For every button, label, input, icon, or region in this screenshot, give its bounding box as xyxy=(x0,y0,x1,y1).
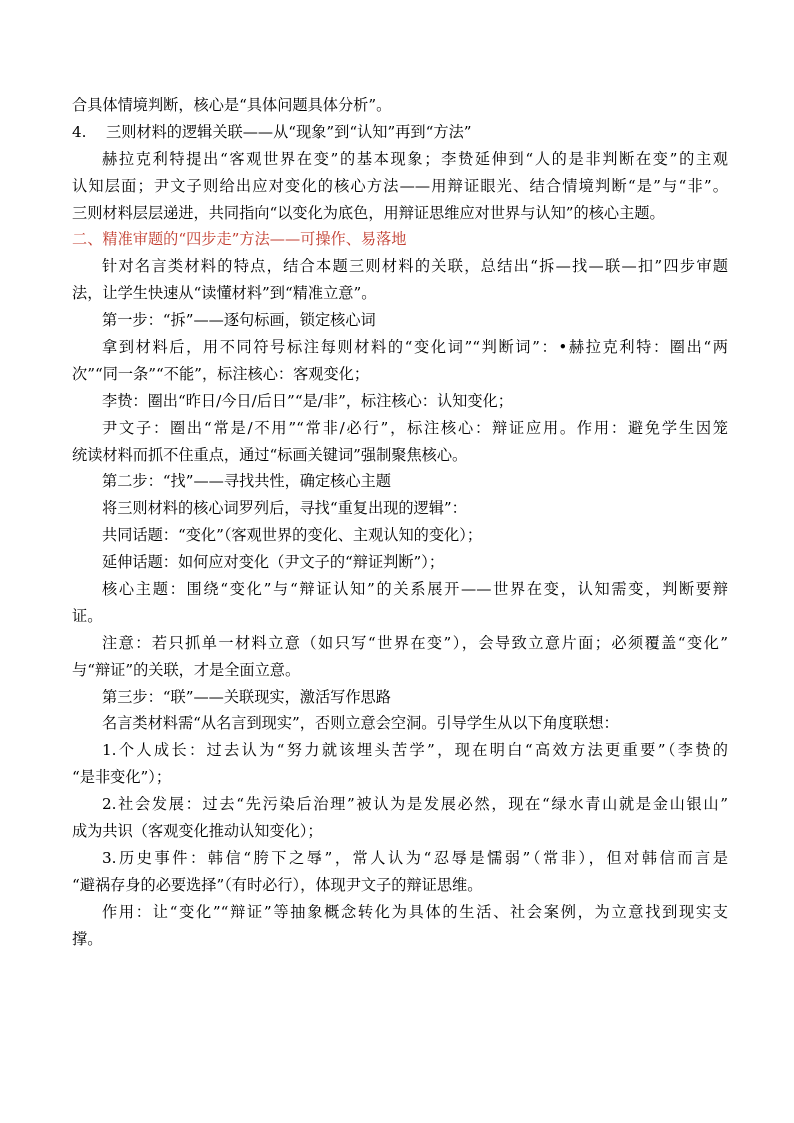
step-heading: 第二步：“找”——寻找共性，确定核心主题 xyxy=(102,472,391,491)
text-line: 延伸话题：如何应对变化（尹文子的“辩证判断”）； xyxy=(102,553,445,572)
text-line: 尹文子：圈出“常是/不用”“常非/必行”，标注核心：辩证应用。作用：避免学生因笼 xyxy=(102,418,728,437)
text-line: 与“辩证”的关联，才是全面立意。 xyxy=(72,660,301,679)
text-line: 3.历史事件：韩信“胯下之辱”，常人认为“忍辱是懦弱”（常非），但对韩信而言是 xyxy=(102,848,728,867)
step-heading: 第一步：“拆”——逐句标画，锁定核心词 xyxy=(102,311,376,330)
step-heading: 第三步：“联”——关联现实，激活写作思路 xyxy=(102,687,391,706)
text-line: 拿到材料后，用不同符号标注每则材料的“变化词”“判断词”：•赫拉克利特：圈出“两 xyxy=(102,338,728,357)
text-line: “避祸存身的必要选择”（有时必行），体现尹文子的辩证思维。 xyxy=(72,875,483,894)
text-line: “是非变化”）； xyxy=(72,768,172,787)
text-line: 撑。 xyxy=(72,929,103,948)
numbered-heading xyxy=(72,119,728,146)
text-line: 核心主题：围绕“变化”与“辩证认知”的关系展开——世界在变，认知需变，判断要辩 xyxy=(102,580,728,599)
text-line: 赫拉克利特提出“客观世界在变”的基本现象；李贽延伸到“人的是非判断在变”的主观 xyxy=(102,149,728,168)
text-line: 1.个人成长：过去认为“努力就该埋头苦学”，现在明白“高效方法更重要”（李贽的 xyxy=(102,741,728,760)
text-line: 统读材料而抓不住重点，通过“标画关键词”强制聚焦核心。 xyxy=(72,445,468,464)
section-heading: 二、精准审题的“四步走”方法——可操作、易落地 xyxy=(72,230,407,249)
text-line: 名言类材料需“从名言到现实”，否则立意会空洞。引导学生从以下角度联想： xyxy=(102,714,619,733)
text-line: 共同话题：“变化”（客观世界的变化、主观认知的变化）； xyxy=(102,526,483,545)
text-line: 注意：若只抓单一材料立意（如只写“世界在变”），会导致立意片面；必须覆盖“变化” xyxy=(102,633,728,652)
text-line: 作用：让“变化”“辩证”等抽象概念转化为具体的生活、社会案例，为立意找到现实支 xyxy=(102,902,728,921)
text-line: 认知层面；尹文子则给出应对变化的核心方法——用辩证眼光、结合情境判断“是”与“非”。 xyxy=(72,176,728,195)
text-line: 针对名言类材料的特点，结合本题三则材料的关联，总结出“拆—找—联—扣”四步审题 xyxy=(102,257,728,276)
text-line: 次”“同一条”“不能”，标注核心：客观变化； xyxy=(72,364,370,383)
text-line: 证。 xyxy=(72,606,103,625)
text-line: 2.社会发展：过去“先污染后治理”被认为是发展必然，现在“绿水青山就是金山银山” xyxy=(102,795,728,814)
numbered-heading-text: 三则材料的逻辑关联——从“现象”到“认知”再到“方法” xyxy=(106,122,472,141)
text-line: 三则材料层层递进，共同指向“以变化为底色，用辩证思维应对世界与认知”的核心主题。 xyxy=(72,203,665,222)
text-line: 法，让学生快速从“读懂材料”到“精准立意”。 xyxy=(72,284,377,303)
text-line: 合具体情境判断，核心是“具体问题具体分析”。 xyxy=(72,96,392,114)
text-line: 成为共识（客观变化推动认知变化）； xyxy=(72,822,323,841)
text-line: 李贽：圈出“昨日/今日/后日”“是/非”，标注核心：认知变化； xyxy=(102,391,513,410)
text-line: 将三则材料的核心词罗列后，寻找“重复出现的逻辑”： xyxy=(102,499,467,518)
item-number: 4. xyxy=(72,122,87,141)
